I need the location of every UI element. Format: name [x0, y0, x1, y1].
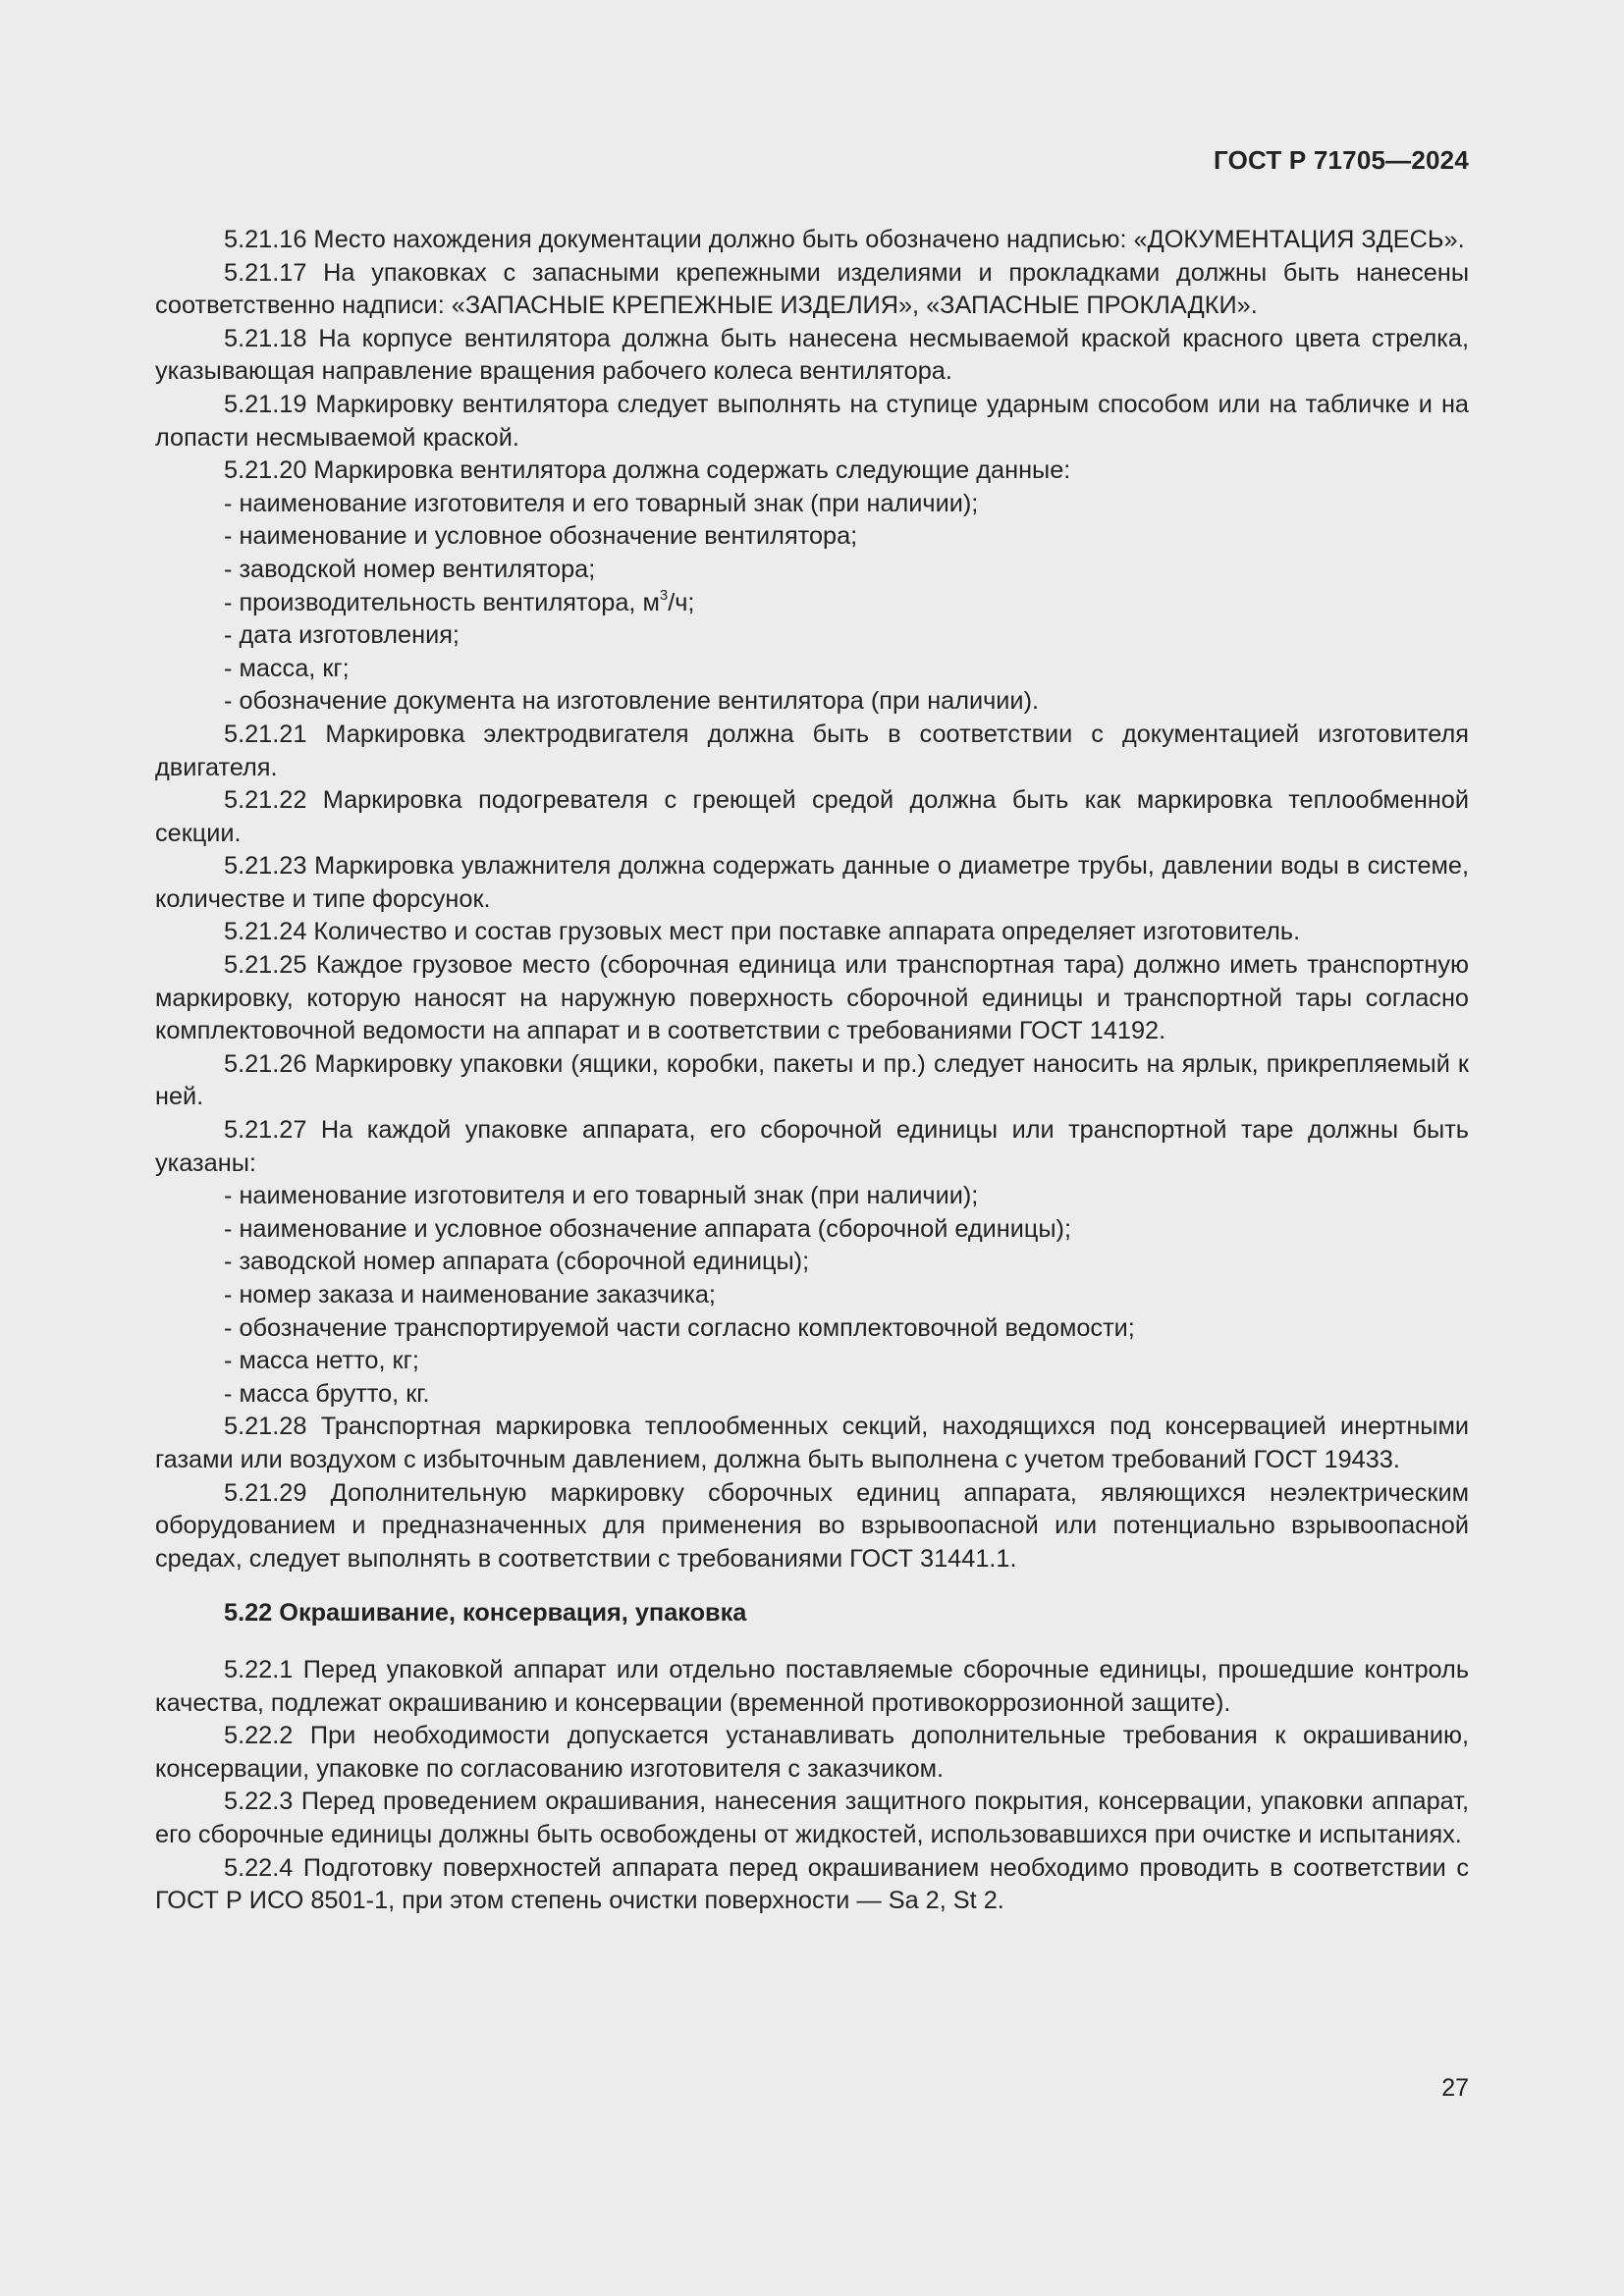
list-item: - масса брутто, кг.	[224, 1379, 430, 1408]
performance-text: - производительность вентилятора, м	[224, 588, 660, 616]
clause-5-22-4: 5.22.4 Подготовку поверхностей аппарата перед окрашиванием необходимо проводить в соответствии с ГОСТ Р ИСО 8501-1, при этом степень очистки поверхности — Sa 2, St 2.	[155, 1853, 1469, 1915]
list-item-performance	[155, 587, 1469, 620]
clause-5-21-16: 5.21.16 Место нахождения документации должно быть обозначено надписью: «ДОКУМЕНТАЦИЯ ЗДЕСЬ».	[224, 226, 1465, 253]
clause-5-21-21: 5.21.21 Маркировка электродвигателя должна быть в соответствии с документацией изготовителя двигателя.	[155, 720, 1469, 781]
clause-5-21-18: 5.21.18 На корпусе вентилятора должна быть нанесена несмываемой краской красного цвета стрелка, указывающая направление вращения рабочего колеса вентилятора.	[155, 324, 1469, 386]
list-item: - масса, кг;	[224, 654, 350, 682]
section-heading-5-22: 5.22 Окрашивание, консервация, упаковка	[224, 1599, 747, 1628]
list-item: - дата изготовления;	[224, 621, 460, 650]
list-item: - обозначение документа на изготовление вентилятора (при наличии).	[224, 687, 1040, 716]
clause-5-21-19: 5.21.19 Маркировку вентилятора следует выполнять на ступице ударным способом или на табличке и на лопасти несмываемой краской.	[155, 390, 1469, 452]
clause-5-21-25: 5.21.25 Каждое грузовое место (сборочная единица или транспортная тара) должно иметь транспортную маркировку, которую наносят на наружную поверхность сборочной единицы и транспортной тары согласно комплектовочной ведомости на аппарат и в соответствии с требованиями ГОСТ 14192.	[155, 951, 1469, 1045]
clause-5-21-29: 5.21.29 Дополнительную маркировку сборочных единиц аппарата, являющихся неэлектрическим оборудованием и предназначенных для применения во взрывоопасной или потенциально взрывоопасной средах, следует выполнять в соответствии с требованиями ГОСТ 31441.1.	[155, 1478, 1469, 1573]
clause-5-21-24: 5.21.24 Количество и состав грузовых мест при поставке аппарата определяет изготовитель.	[224, 918, 1301, 946]
list-item: - наименование изготовителя и его товарный знак (при наличии);	[224, 489, 979, 517]
clause-5-21-26: 5.21.26 Маркировку упаковки (ящики, коробки, пакеты и пр.) следует наносить на ярлык, прикрепляемый к ней.	[155, 1049, 1469, 1111]
clause-5-21-23: 5.21.23 Маркировка увлажнителя должна содержать данные о диаметре трубы, давлении воды в системе, количестве и типе форсунок.	[155, 852, 1469, 913]
page-number: 27	[1441, 2074, 1469, 2102]
clause-5-21-28: 5.21.28 Транспортная маркировка теплообменных секций, находящихся под консервацией инертными газами или воздухом с избыточным давлением, должна быть выполнена с учетом требований ГОСТ 19433.	[155, 1413, 1469, 1473]
clause-5-21-27: 5.21.27 На каждой упаковке аппарата, его сборочной единицы или транспортной таре должны быть указаны:	[155, 1116, 1469, 1177]
page-body	[155, 224, 1469, 1918]
clause-5-21-22: 5.21.22 Маркировка подогревателя с греющей средой должна быть как маркировка теплообменной секции.	[155, 786, 1469, 847]
list-item: - заводской номер аппарата (сборочной единицы);	[224, 1248, 810, 1276]
clause-5-22-1: 5.22.1 Перед упаковкой аппарат или отдельно поставляемые сборочные единицы, прошедшие контроль качества, подлежат окрашиванию и консервации (временной противокоррозионной защите).	[155, 1655, 1469, 1717]
unit-superscript: 3	[659, 587, 669, 605]
list-item: - масса нетто, кг;	[224, 1347, 419, 1375]
list-item: - наименование и условное обозначение аппарата (сборочной единицы);	[224, 1214, 1072, 1243]
list-item: - номер заказа и наименование заказчика;	[224, 1281, 716, 1308]
list-item: - наименование изготовителя и его товарный знак (при наличии);	[224, 1182, 979, 1210]
clause-5-21-20: 5.21.20 Маркировка вентилятора должна содержать следующие данные:	[224, 456, 1071, 485]
clause-5-21-17: 5.21.17 На упаковках с запасными крепежными изделиями и прокладками должны быть нанесены соответственно надписи: «ЗАПАСНЫЕ КРЕПЕЖНЫЕ ИЗДЕЛИЯ», «ЗАПАСНЫЕ ПРОКЛАДКИ».	[155, 258, 1469, 320]
list-item: - наименование и условное обозначение вентилятора;	[224, 522, 858, 551]
list-item: - заводской номер вентилятора;	[224, 555, 596, 583]
doc-code: ГОСТ Р 71705—2024	[1214, 145, 1469, 175]
performance-unit-tail: /ч;	[668, 588, 695, 616]
clause-5-22-2: 5.22.2 При необходимости допускается устанавливать дополнительные требования к окрашиванию, консервации, упаковке по согласованию изготовителя с заказчиком.	[155, 1722, 1469, 1783]
list-item: - обозначение транспортируемой части согласно комплектовочной ведомости;	[224, 1313, 1135, 1342]
clause-5-22-3: 5.22.3 Перед проведением окрашивания, нанесения защитного покрытия, консервации, упаковки аппарат, его сборочные единицы должны быть освобождены от жидкостей, использовавшихся при очистке и испытаниях.	[155, 1788, 1469, 1848]
